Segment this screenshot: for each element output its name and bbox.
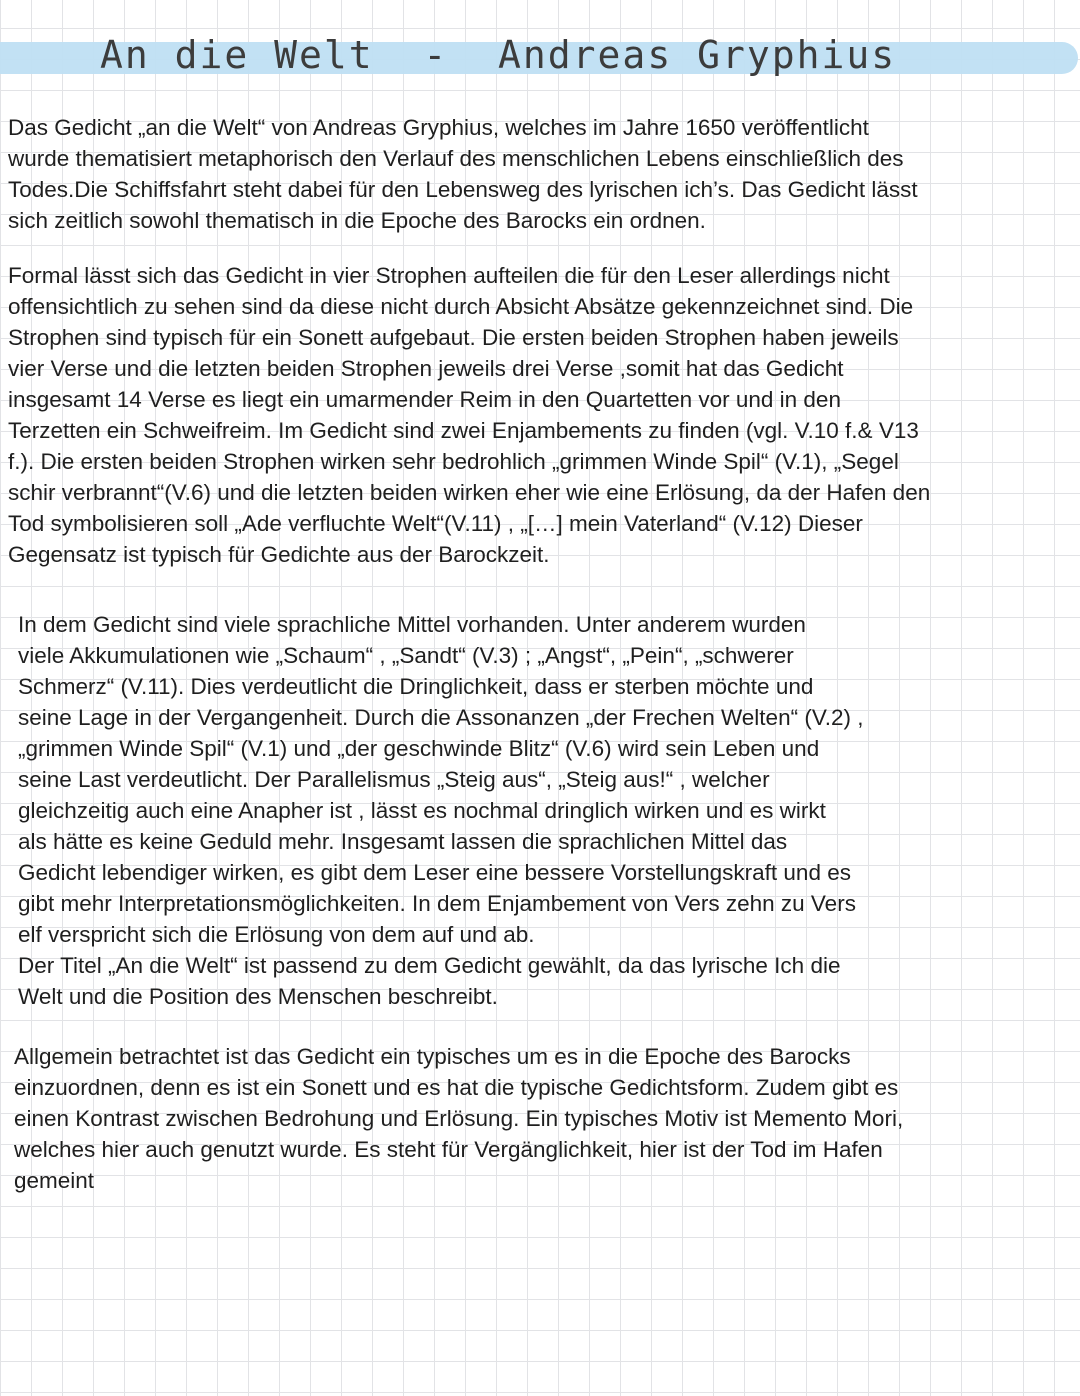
text-line: Gedicht lebendiger wirken, es gibt dem Leser eine bessere Vorstellungskraft und es — [18, 860, 851, 885]
text-line: „grimmen Winde Spil“ (V.1) und „der geschwinde Blitz“ (V.6) wird sein Leben und — [18, 736, 820, 761]
text-line: welches hier auch genutzt wurde. Es steht für Vergänglichkeit, hier ist der Tod im Hafen — [14, 1137, 883, 1162]
text-line: vier Verse und die letzten beiden Strophen jeweils drei Verse ,somit hat das Gedicht — [8, 356, 844, 381]
text-line: sich zeitlich sowohl thematisch in die Epoche des Barocks ein ordnen. — [8, 208, 706, 233]
text-line: wurde thematisiert metaphorisch den Verlauf des menschlichen Lebens einschließlich des — [8, 146, 904, 171]
text-line: schir verbrannt“(V.6) und die letzten beiden wirken eher wie eine Erlösung, da der Hafen den — [8, 480, 931, 505]
paragraph-conclusion — [14, 1041, 903, 1196]
paragraph-language-analysis — [18, 609, 864, 1012]
text-line: f.). Die ersten beiden Strophen wirken sehr bedrohlich „grimmen Winde Spil“ (V.1), „Segel — [8, 449, 899, 474]
paragraph-form-analysis — [8, 260, 930, 570]
text-line: Formal lässt sich das Gedicht in vier Strophen aufteilen die für den Leser allerdings nicht — [8, 263, 890, 288]
text-line: Terzetten ein Schweifreim. Im Gedicht sind zwei Enjambements zu finden (vgl. V.10 f.& V13 — [8, 418, 919, 443]
text-line: viele Akkumulationen wie „Schaum“ , „Sandt“ (V.3) ; „Angst“, „Pein“, „schwerer — [18, 643, 794, 668]
text-line: einen Kontrast zwischen Bedrohung und Erlösung. Ein typisches Motiv ist Memento Mori, — [14, 1106, 904, 1131]
text-line: gleichzeitig auch eine Anapher ist , lässt es nochmal dringlich wirken und es wirkt — [18, 798, 826, 823]
text-line: einzuordnen, denn es ist ein Sonett und es hat die typische Gedichtsform. Zudem gibt es — [14, 1075, 899, 1100]
text-line: seine Last verdeutlicht. Der Parallelismus „Steig aus“, „Steig aus!“ , welcher — [18, 767, 770, 792]
text-line: Gegensatz ist typisch für Gedichte aus der Barockzeit. — [8, 542, 550, 567]
text-line: Allgemein betrachtet ist das Gedicht ein typisches um es in die Epoche des Barocks — [14, 1044, 851, 1069]
text-line: Welt und die Position des Menschen beschreibt. — [18, 984, 498, 1009]
document-title: An die Welt - Andreas Gryphius — [100, 33, 897, 77]
text-line: Schmerz“ (V.11). Dies verdeutlicht die Dringlichkeit, dass er sterben möchte und — [18, 674, 814, 699]
text-line: gibt mehr Interpretationsmöglichkeiten. In dem Enjambement von Vers zehn zu Vers — [18, 891, 856, 916]
text-line: Todes.Die Schiffsfahrt steht dabei für den Lebensweg des lyrischen ich’s. Das Gedicht lässt — [8, 177, 918, 202]
text-line: Tod symbolisieren soll „Ade verfluchte Welt“(V.11) , „[…] mein Vaterland“ (V.12) Dieser — [8, 511, 863, 536]
text-line: offensichtlich zu sehen sind da diese nicht durch Absicht Absätze gekennzeichnet sind. Die — [8, 294, 914, 319]
text-line: gemeint — [14, 1168, 95, 1193]
text-line: Strophen sind typisch für ein Sonett aufgebaut. Die ersten beiden Strophen haben jeweils — [8, 325, 899, 350]
text-line: In dem Gedicht sind viele sprachliche Mittel vorhanden. Unter anderem wurden — [18, 612, 806, 637]
text-line: Der Titel „An die Welt“ ist passend zu dem Gedicht gewählt, da das lyrische Ich die — [18, 953, 841, 978]
text-line: als hätte es keine Geduld mehr. Insgesamt lassen die sprachlichen Mittel das — [18, 829, 788, 854]
text-line: elf verspricht sich die Erlösung von dem auf und ab. — [18, 922, 535, 947]
text-line: Das Gedicht „an die Welt“ von Andreas Gryphius, welches im Jahre 1650 veröffentlicht — [8, 115, 869, 140]
text-line: seine Lage in der Vergangenheit. Durch die Assonanzen „der Frechen Welten“ (V.2) , — [18, 705, 864, 730]
paragraph-introduction — [8, 112, 918, 236]
text-line: insgesamt 14 Verse es liegt ein umarmender Reim in den Quartetten vor und in den — [8, 387, 841, 412]
